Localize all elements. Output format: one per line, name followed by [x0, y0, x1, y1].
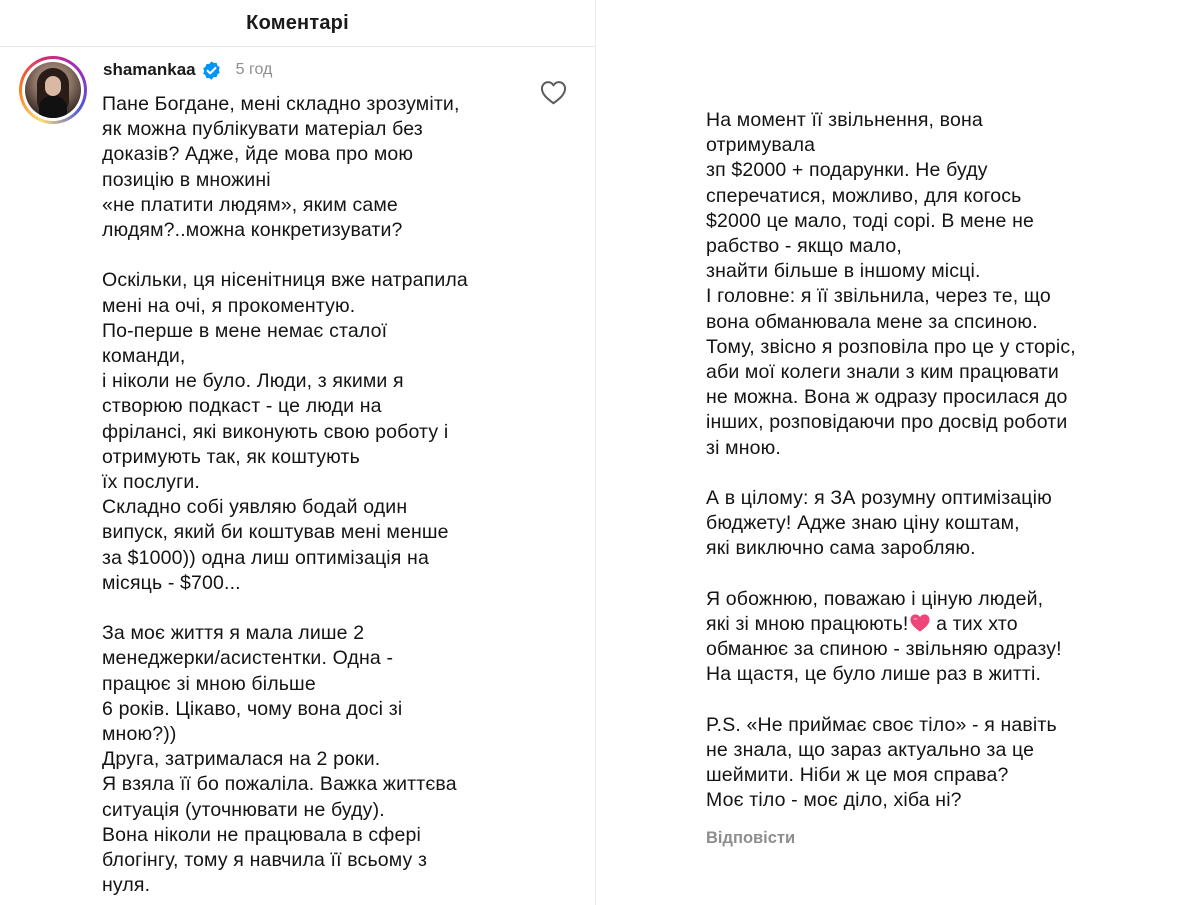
- avatar-face: [45, 76, 61, 96]
- avatar-photo: [25, 62, 81, 118]
- verified-badge-icon: [201, 60, 222, 81]
- like-heart-icon[interactable]: [540, 80, 567, 105]
- comment-text-part-1: Пане Богдане, мені складно зрозуміти, як можна публікувати матеріал без доказів? Адже, йде мова про мою позицію в множині «не платити людям», яким саме людям?..можна конкретизувати? Оскільки, ця нісенітниця вже натрапила мені на очі, я прокоментую. По-перше в мене немає сталої команди, і ніколи не було. Люди, з якими я створюю подкаст - це люди на фрілансі, які виконують свою роботу і отримують так, як коштують їх послуги. Складно собі уявляю бодай один випуск, який би коштував мені менше за $1000)) одна лиш оптимізація на місяць - $700... За моє життя я мала лише 2 менеджерки/асистентки. Одна - працює зі мною більше 6 років. Цікаво, чому вона досі зі мною?)) Друга, затрималася на 2 роки. Я взяла її бо пожаліла. Важка життєва ситуація (уточнювати не буду). Вона ніколи не працювала в сфері блогінгу, тому я навчила її всьому з нуля.: [102, 93, 468, 897]
- comment-text-part-2: [706, 108, 1146, 814]
- page-title: Коментарі: [246, 11, 349, 34]
- reply-button[interactable]: Відповісти: [706, 829, 796, 847]
- avatar-border: [22, 59, 84, 121]
- avatar[interactable]: [19, 56, 87, 124]
- username-link[interactable]: shamankaa: [103, 60, 196, 79]
- comment-text-part-2-b: а тих хто обманює за спиною - звільняю одразу! На щастя, це було лише раз в житті. P.S. «Не приймає своє тіло» - я навіть не знала, що зараз актуально за це шеймити. Ніби ж це моя справа? Моє тіло - моє діло, хіба ні?: [706, 613, 1062, 812]
- comment-text-part-2-a: На момент її звільнення, вона отримувала зп $2000 + подарунки. Не буду сперечатися, можливо, для когось $2000 це мало, тоді сорі. В мене не рабство - якщо мало, знайти більше в іншому місці. І головне: я її звільнила, через те, що вона обманювала мене за спсиною. Тому, звісно я розповіла про це у сторіс, аби мої колеги знали з ким працювати не можна. Вона ж одразу просилася до інших, розповідаючи про досвід роботи зі мною. А в цілому: я ЗА розумну оптимізацію бюджету! Адже знаю ціну коштам, які виключно сама заробляю. Я обожнюю, поважаю і ціную людей, які зі мною працюють!: [706, 109, 1076, 636]
- comments-header: [0, 0, 595, 47]
- avatar-body: [39, 96, 67, 118]
- pink-heart-emoji-icon: [909, 613, 931, 633]
- comments-panel-left: [0, 0, 596, 905]
- comment-meta: [103, 59, 272, 81]
- comment-timestamp: 5 год: [235, 61, 273, 78]
